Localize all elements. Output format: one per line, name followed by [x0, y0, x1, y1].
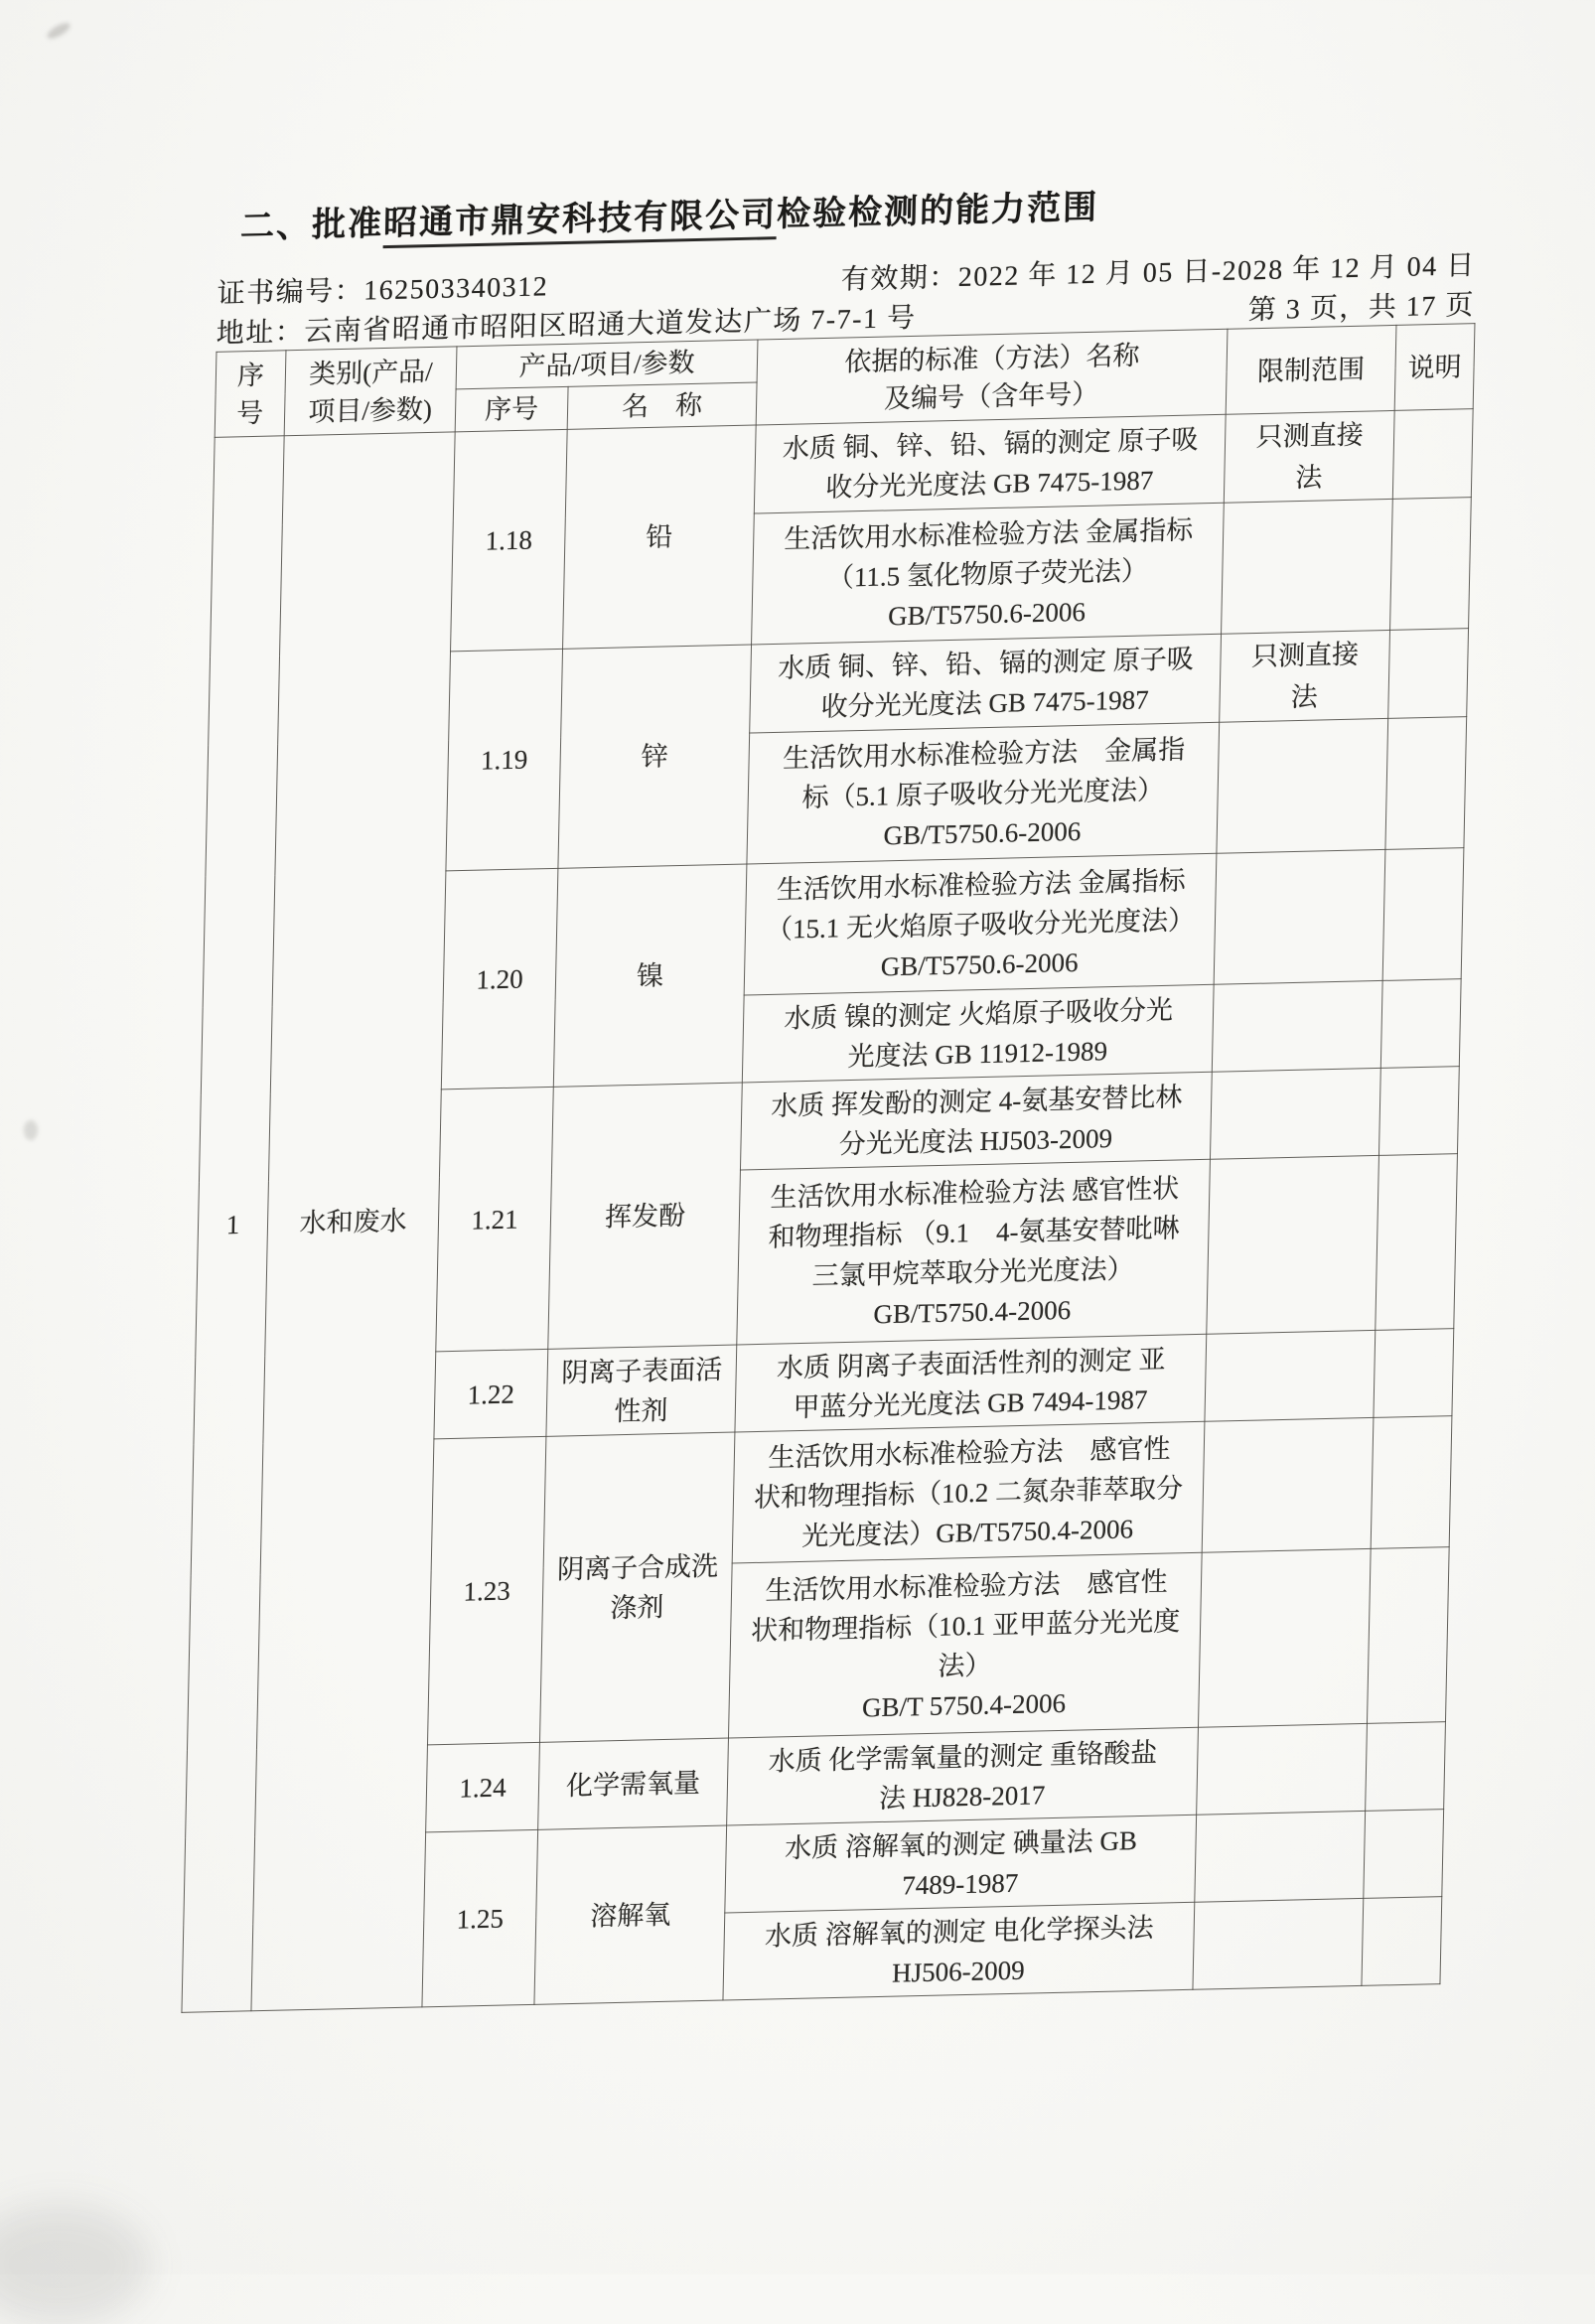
item-name-cell: 阴离子表面活性剂: [546, 1345, 737, 1436]
item-no-cell: 1.19: [446, 649, 563, 871]
standard-cell: 生活饮用水标准检验方法 感官性 状和物理指标（10.2 二氮杂菲萃取分 光光度法）GB/T5750.4-2006: [732, 1421, 1205, 1563]
standard-cell: 水质 阴离子表面活性剂的测定 亚 甲蓝分光光度法 GB 7494-1987: [735, 1334, 1207, 1432]
item-no-cell: 1.25: [422, 1829, 538, 2007]
limit-cell: [1193, 1898, 1364, 1989]
title-prefix: 二、批准: [239, 206, 384, 246]
title-company-underlined: 昭通市鼎安科技有限公司: [383, 197, 778, 248]
limit-text: 只测直接法: [1255, 419, 1365, 494]
header-category: 类别(产品/ 项目/参数): [284, 347, 457, 436]
item-no-cell: 1.24: [426, 1742, 540, 1832]
note-cell: [1362, 1897, 1442, 1986]
item-name-cell: 锌: [558, 645, 752, 868]
address: 地址：云南省昭通市昭阳区昭通大道发达广场 7-7-1 号: [216, 302, 917, 350]
header-note: 说明: [1394, 324, 1475, 411]
header-item-seq: 序号: [455, 386, 568, 432]
standard-cell: 生活饮用水标准检验方法 金属指标 （15.1 无火焰原子吸收分光光度法） GB/T5750.6-2006: [744, 853, 1217, 995]
item-name-cell: 挥发酚: [548, 1083, 743, 1349]
item-no-cell: 1.18: [451, 429, 568, 652]
note-cell: [1371, 1416, 1452, 1549]
standard-cell: 水质 溶解氧的测定 电化学探头法 HJ506-2009: [723, 1902, 1195, 2000]
standard-cell: 水质 铜、锌、铅、镉的测定 原子吸 收分光光度法 GB 7475-1987: [750, 634, 1222, 733]
document: [181, 171, 1477, 2013]
note-cell: [1367, 1547, 1449, 1724]
standard-cell: 水质 化学需氧量的测定 重铬酸盐 法 HJ828-2017: [727, 1727, 1199, 1825]
limit-cell: [1220, 630, 1390, 722]
standard-cell: 生活饮用水标准检验方法 感官性 状和物理指标（10.1 亚甲蓝分光光度 法） GB/T 5750.4-2006: [728, 1552, 1202, 1738]
header-seq: 序 号: [215, 351, 286, 438]
limit-cell: [1198, 1548, 1371, 1727]
limit-cell: [1214, 849, 1385, 984]
note-cell: [1390, 498, 1472, 631]
limit-cell: [1207, 1155, 1379, 1334]
item-name-cell: 化学需氧量: [538, 1738, 729, 1829]
item-name-cell: 溶解氧: [534, 1825, 727, 2004]
limit-text: 只测直接法: [1250, 639, 1360, 713]
note-cell: [1382, 848, 1464, 981]
scan-artifact: [0, 2205, 149, 2324]
note-cell: [1364, 1810, 1444, 1899]
group-seq-cell: 1: [182, 436, 284, 2013]
capability-table: [181, 323, 1475, 2013]
standard-cell: 生活饮用水标准检验方法 感官性状 和物理指标 （9.1 4-氨基安替吡啉 三氯甲烷萃取分光光度法） GB/T5750.4-2006: [737, 1159, 1211, 1345]
validity-period: 有效期：2022 年 12 月 05 日-2028 年 12 月 04 日: [840, 250, 1477, 296]
header-item-name: 名 称: [567, 382, 757, 429]
page-number: 第 3 页，共 17 页: [1247, 290, 1476, 327]
note-cell: [1366, 1722, 1446, 1812]
standard-cell: 生活饮用水标准检验方法 金属指 标（5.1 原子吸收分光光度法） GB/T5750.6-2006: [747, 722, 1220, 864]
item-no-cell: 1.23: [427, 1436, 545, 1745]
limit-cell: [1224, 410, 1394, 503]
limit-cell: [1195, 1811, 1366, 1902]
item-name-cell: 镍: [553, 864, 747, 1087]
item-name-cell: 阴离子合成洗涤剂: [539, 1432, 734, 1742]
note-cell: [1392, 409, 1473, 500]
standard-cell: 水质 挥发酚的测定 4-氨基安替比林 分光光度法 HJ503-2009: [740, 1072, 1212, 1170]
certificate-number: 证书编号：162503340312: [217, 271, 549, 310]
limit-cell: [1205, 1330, 1376, 1421]
header-product-group: 产品/项目/参数: [456, 340, 758, 389]
limit-cell: [1202, 1417, 1374, 1552]
note-cell: [1374, 1329, 1454, 1418]
item-no-cell: 1.20: [441, 868, 558, 1089]
category-cell: 水和废水: [251, 432, 455, 2011]
limit-cell: [1197, 1723, 1368, 1815]
page-title: [240, 171, 1478, 247]
title-suffix: 检验检测的能力范围: [776, 189, 1099, 234]
standard-cell: 水质 溶解氧的测定 碘量法 GB 7489-1987: [725, 1815, 1197, 1913]
limit-cell: [1212, 980, 1382, 1072]
note-cell: [1388, 629, 1469, 719]
limit-cell: [1222, 499, 1393, 634]
standard-cell: 水质 铜、锌、铅、镉的测定 原子吸 收分光光度法 GB 7475-1987: [754, 414, 1226, 513]
limit-cell: [1210, 1068, 1380, 1159]
standard-cell: 生活饮用水标准检验方法 金属指标 （11.5 氢化物原子荧光法） GB/T5750.6-2006: [752, 503, 1225, 645]
standard-cell: 水质 镍的测定 火焰原子吸收分光 光度法 GB 11912-1989: [742, 984, 1214, 1083]
note-cell: [1378, 1067, 1459, 1156]
header-limit: 限制范围: [1226, 325, 1396, 414]
note-cell: [1380, 979, 1461, 1069]
header-standard: 依据的标准（方法）名称 及编号（含年号）: [756, 329, 1228, 425]
item-no-cell: 1.21: [436, 1087, 554, 1352]
note-cell: [1385, 717, 1467, 850]
item-name-cell: 铅: [563, 425, 757, 649]
item-no-cell: 1.22: [434, 1349, 548, 1439]
note-cell: [1376, 1154, 1458, 1331]
limit-cell: [1217, 718, 1388, 853]
